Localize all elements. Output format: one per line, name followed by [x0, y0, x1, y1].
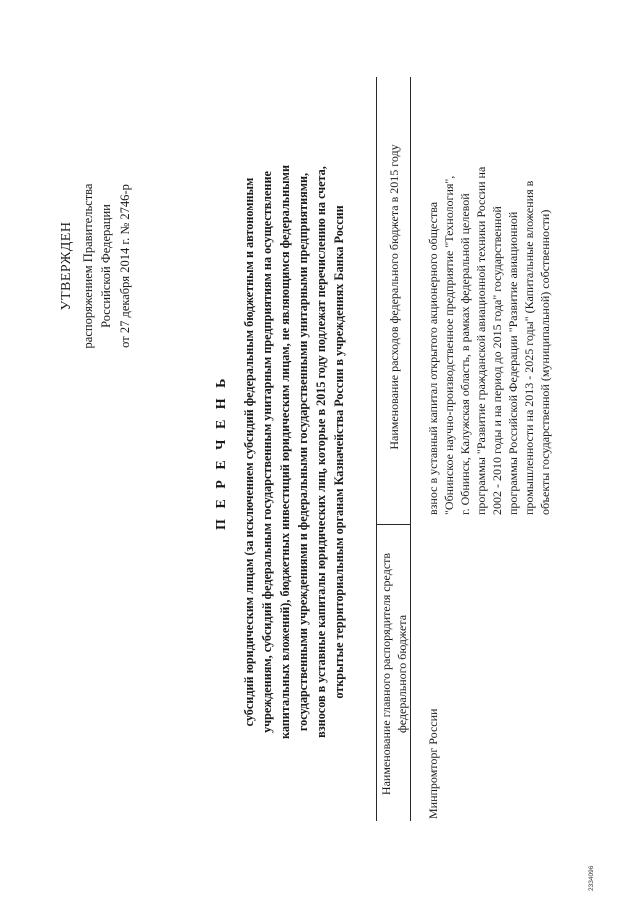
document-code: 2334096: [588, 865, 595, 891]
subtitle-line: взносов в уставные капиталы юридических лиц, которые в 2015 году подлежат перечислению на счета,: [314, 166, 328, 738]
cell-ministry: Минпромторг России: [426, 708, 440, 819]
subtitle-line: государственными учреждениями и федеральными государственными унитарными предприятиями,: [296, 172, 310, 732]
cell-expense-description: [425, 70, 553, 515]
subtitle-line: учреждениям, субсидий федеральным государственным унитарным предприятиям на осуществление: [260, 171, 274, 733]
approval-line: от 27 декабря 2014 г. № 2746-р: [117, 184, 132, 348]
expense-line: г. Обнинск, Калужская область, в рамках федеральной целевой: [458, 193, 472, 515]
table-header-rule: [410, 77, 411, 821]
header-ministry: Наименование главного распорядителя средств федерального бюджета: [379, 552, 409, 796]
approval-heading: УТВЕРЖДЕН: [59, 221, 74, 311]
document-title: П Е Р Е Ч Е Н Ь: [214, 375, 229, 530]
subtitle-line: капитальных вложений), бюджетных инвестиций юридическим лицам, не являющимся федеральными: [278, 165, 292, 739]
approval-line: распоряжением Правительства: [80, 183, 95, 349]
header-expenses: Наименование расходов федерального бюджета в 2015 году: [387, 144, 401, 450]
expense-line: программы "Развитие гражданской авиационной техники России на: [474, 166, 488, 515]
expense-line: промышленности на 2013 - 2025 годы" (Капитальные вложения в: [522, 180, 536, 515]
expense-line: программы Российской Федерации "Развитие авиационной: [506, 211, 520, 515]
subtitle-line: открытые территориальным органам Казначейства России в учреждениях Банка России: [332, 205, 346, 699]
expense-line: объекты государственной (муниципальной) собственности): [538, 209, 552, 515]
expense-line: взнос в уставный капитал открытого акционерного общества: [426, 201, 440, 515]
expense-line: "Обнинское научно-производственное предприятие "Технология",: [442, 175, 456, 515]
subtitle-line: субсидий юридическим лицам (за исключением субсидий федеральным бюджетным и автономным: [242, 177, 256, 727]
table-top-rule: [376, 77, 377, 821]
expense-line: 2002 - 2010 годы и на период до 2015 года" государственной: [490, 206, 504, 515]
table-column-divider: [376, 524, 410, 525]
approval-block: [58, 116, 134, 416]
document-subtitle: [240, 117, 348, 787]
approval-line: Российской Федерации: [99, 204, 113, 328]
